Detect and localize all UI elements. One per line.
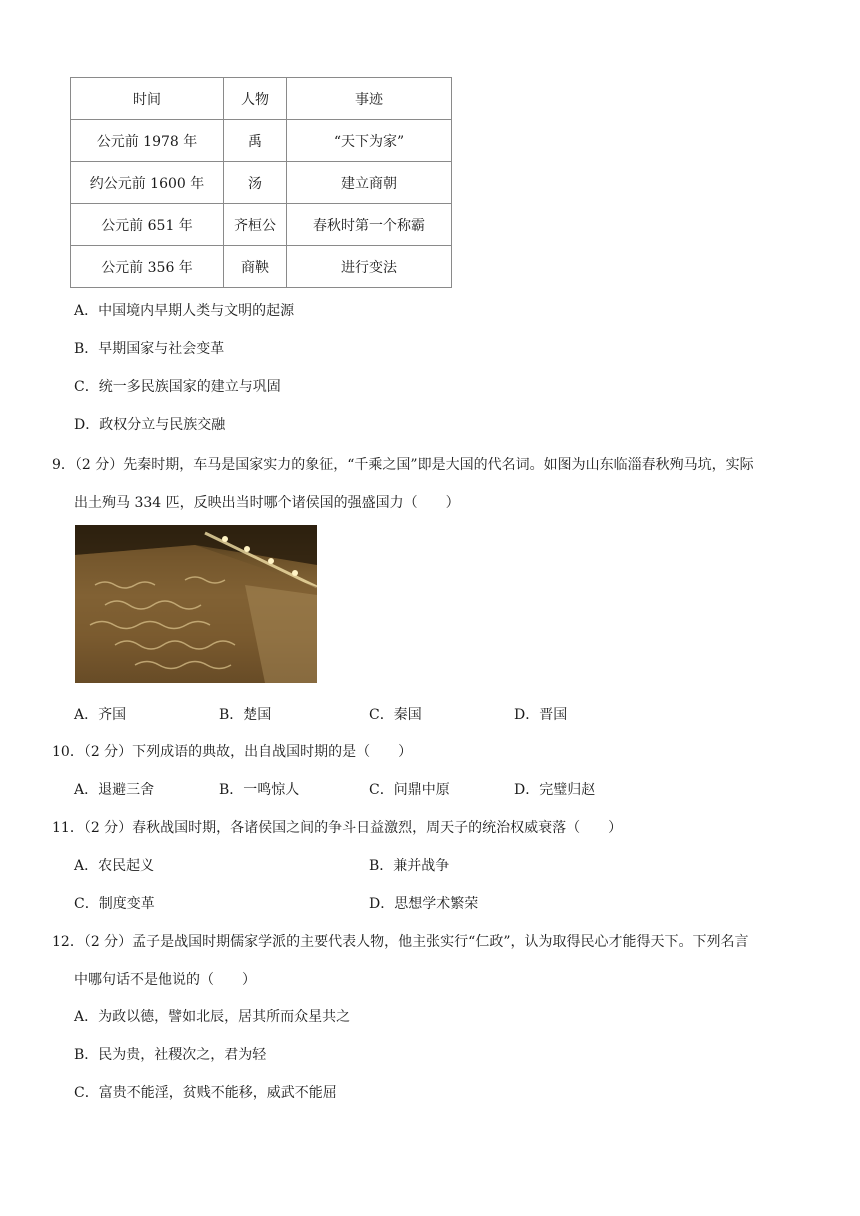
table-cell: 公元前 651 年 bbox=[71, 204, 224, 246]
question-stem: 出土殉马 334 匹，反映出当时哪个诸侯国的强盛国力（ ） bbox=[74, 495, 460, 511]
table-row bbox=[71, 120, 452, 162]
option-c[interactable]: C．制度变革 bbox=[74, 896, 155, 912]
question-stem: 12．（2 分）孟子是战国时期儒家学派的主要代表人物，他主张实行“仁政”，认为取得民心才能得天下。下列名言 bbox=[52, 934, 749, 950]
option-b[interactable]: B．民为贵，社稷次之，君为轻 bbox=[74, 1047, 267, 1063]
table-row bbox=[71, 162, 452, 204]
table-header-cell: 人物 bbox=[224, 78, 287, 120]
option-d[interactable]: D．思想学术繁荣 bbox=[369, 896, 479, 912]
option-d[interactable]: D．政权分立与民族交融 bbox=[74, 417, 226, 433]
option-a[interactable]: A．中国境内早期人类与文明的起源 bbox=[74, 303, 295, 319]
table-header-row bbox=[71, 78, 452, 120]
option-b[interactable]: B．楚国 bbox=[219, 707, 272, 723]
table-cell: 公元前 1978 年 bbox=[71, 120, 224, 162]
history-table bbox=[70, 77, 452, 288]
option-b[interactable]: B．早期国家与社会变革 bbox=[74, 341, 225, 357]
question-stem: 9．（2 分）先秦时期，车马是国家实力的象征，“千乘之国”即是大国的代名词。如图为山东临淄春秋殉马坑，实际 bbox=[52, 457, 754, 473]
option-a[interactable]: A．为政以德，譬如北辰，居其所而众星共之 bbox=[74, 1009, 351, 1025]
option-c[interactable]: C．富贵不能淫，贫贱不能移，威武不能屈 bbox=[74, 1085, 337, 1101]
option-d[interactable]: D．晋国 bbox=[514, 707, 568, 723]
horse-pit-photo bbox=[75, 525, 317, 683]
table-header-cell: 事迹 bbox=[287, 78, 452, 120]
option-b[interactable]: B．一鸣惊人 bbox=[219, 782, 300, 798]
table-cell: 约公元前 1600 年 bbox=[71, 162, 224, 204]
table-row bbox=[71, 204, 452, 246]
table-row bbox=[71, 246, 452, 288]
table-cell: 公元前 356 年 bbox=[71, 246, 224, 288]
option-c[interactable]: C．秦国 bbox=[369, 707, 422, 723]
question-stem: 10．（2 分）下列成语的典故，出自战国时期的是（ ） bbox=[52, 744, 413, 760]
question-stem: 中哪句话不是他说的（ ） bbox=[74, 972, 256, 988]
option-b[interactable]: B．兼并战争 bbox=[369, 858, 450, 874]
option-d[interactable]: D．完璧归赵 bbox=[514, 782, 596, 798]
table-cell: 齐桓公 bbox=[224, 204, 287, 246]
table-cell: “天下为家” bbox=[287, 120, 452, 162]
option-c[interactable]: C．统一多民族国家的建立与巩固 bbox=[74, 379, 281, 395]
table-cell: 建立商朝 bbox=[287, 162, 452, 204]
table-cell: 进行变法 bbox=[287, 246, 452, 288]
option-a[interactable]: A．退避三舍 bbox=[74, 782, 155, 798]
question-stem: 11．（2 分）春秋战国时期，各诸侯国之间的争斗日益激烈，周天子的统治权威衰落（ ） bbox=[52, 820, 623, 836]
table-cell: 春秋时第一个称霸 bbox=[287, 204, 452, 246]
table-header-cell: 时间 bbox=[71, 78, 224, 120]
table-cell: 商鞅 bbox=[224, 246, 287, 288]
option-c[interactable]: C．问鼎中原 bbox=[369, 782, 450, 798]
option-a[interactable]: A．农民起义 bbox=[74, 858, 155, 874]
horse-pit-photo-graphic bbox=[75, 525, 317, 683]
table-cell: 汤 bbox=[224, 162, 287, 204]
option-a[interactable]: A．齐国 bbox=[74, 707, 127, 723]
table-cell: 禹 bbox=[224, 120, 287, 162]
